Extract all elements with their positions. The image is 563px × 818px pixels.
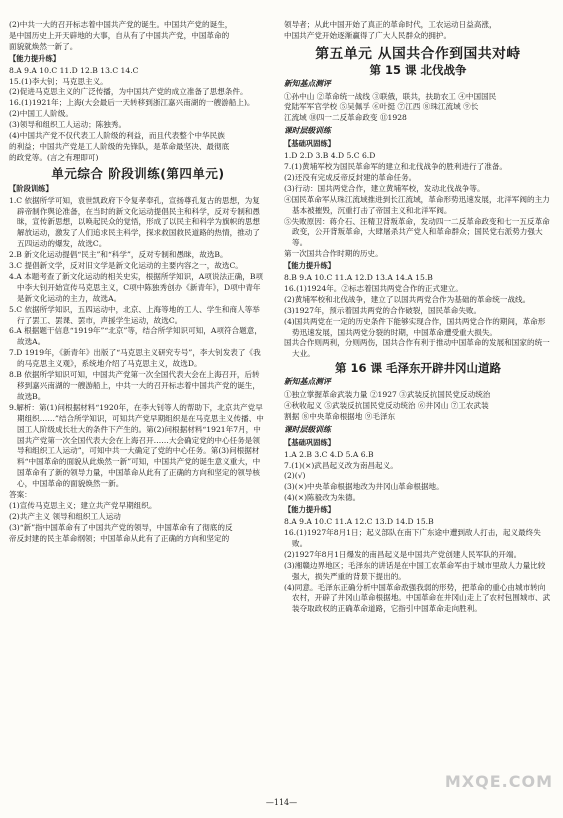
answer-line: (2)(√): [284, 471, 306, 481]
fill-line: 党陆军军官学校 ⑤吴佩孚 ⑥叶挺 ⑦江西 ⑧珠江流域 ⑨长: [284, 102, 479, 112]
answer-line: (4)国共两党在一定的历史条件下能够实现合作，国共两党合作的期间，革命形势迅速发展，国共两党分裂的时期，中国革命遭受重大损失。: [284, 316, 546, 337]
subsection-heading: 课时层级训练: [284, 126, 331, 136]
section-tag: 【能力提升练】: [9, 53, 61, 63]
watermark: MXQE.COM: [444, 772, 553, 791]
answer-line: (3)“新”指中国革命有了中国共产党的领导，中国革命有了彻底的反: [9, 522, 233, 532]
answer-line: 7.(1)黄埔军校为国民革命军的建立和北伐战争的胜利进行了准备。: [284, 161, 508, 171]
answer-line: 1.D 2.D 3.B 4.D 5.C 6.D: [284, 151, 376, 161]
answer-line: 帝反封建的民主革命纲领；中国革命从此有了正确的方向和坚定的: [9, 533, 230, 543]
answer-item: 8.B 依据所学知识可知，中国共产党第一次全国代表大会在上海召开，后转移到嘉兴南湖的一艘游船上，中共一大的召开标志着中国共产党的诞生，故选B。: [9, 370, 260, 401]
answer-line: (3)湘赣边界地区；毛泽东的讲话是在中国工农革命军由于城市里敌人力量比较强大，损失严重的背景下提出的。: [284, 560, 546, 581]
answer-item: 2.B 新文化运动提倡“民主”和“科学”，反对专制和愚昧，故选B。: [9, 250, 228, 260]
answer-line: 8.A 9.A 10.C 11.D 12.B 13.C 14.C: [9, 65, 139, 75]
answer-line: 16.(1)1921年；上海(大会最后一天转移到浙江嘉兴南湖的一艘游船上)。: [9, 98, 255, 108]
answer-line: ⑤失败原因：蒋介石、汪精卫背叛革命，发动四一二反革命政变和七一五反革命政变，公开背叛革命，大肆屠杀共产党人和革命群众；国民党右派势力强大等。: [284, 216, 550, 248]
answer-item: 4.A 本题考查了新文化运动的相关史实，根据所学知识，A项说法正确，B项中李大钊开始宣传马克思主义，C项中陈独秀创办《新青年》，D项中青年是新文化运动的主力，故选A。: [9, 271, 264, 303]
section-tag: 【能力提升练】: [284, 261, 336, 271]
answer-line: (2)1927年8月1日爆发的南昌起义是中国共产党创建人民军队的开端。: [284, 549, 522, 559]
answer-line: (3)行动：国共两党合作，建立黄埔军校，发动北伐战争等。: [284, 183, 485, 193]
answer-item: 6.A 根据题干信息“1919年”“北京”等，结合所学知识可知，A项符合题意，故选A。: [9, 326, 262, 347]
text-line: 是中国历史上开天辟地的大事，自从有了中国共产党，中国革命的: [9, 30, 230, 40]
answer-line: (3)1927年，预示着国共两党的合作破裂，国民革命失败。: [284, 305, 482, 315]
answer-line: (2)中国工人阶级。: [9, 109, 73, 119]
section-tag: 【阶段训练】: [9, 183, 53, 193]
text-line: 领导者；从此中国开始了真正的革命时代，工农运动日益高涨，: [284, 20, 497, 29]
answer-line: ④国民革命军从珠江流域推进到长江流域，革命形势迅速发展，北洋军阀的主力基本被摧毁，沉重打击了帝国主义和北洋军阀。: [284, 194, 550, 215]
answer-label: 答案：: [9, 490, 32, 500]
answer-line: 的政党等。(言之有理即可): [9, 152, 99, 162]
answer-line: (2)黄埔军校和北伐战争，建立了以国共两党合作为基础的革命统一战线。: [284, 294, 531, 304]
answer-line: 国共合作则两利，分则两伤，国共合作有利于推动中国革命的发展和国家的统一大业。: [284, 338, 550, 359]
subsection-heading: 新知基点测评: [284, 377, 331, 387]
right-column: [284, 20, 552, 615]
unit-summary-title: 单元综合 阶段训练(第四单元): [51, 165, 225, 181]
answer-item: 7.D 1919年，《新青年》出版了“马克思主义研究专号”，李大钊发表了《我的马克思主义观》，系统地介绍了马克思主义，故选D。: [9, 348, 261, 369]
answer-line: (2)还没有完成反帝反封建的革命任务。: [284, 172, 417, 182]
answer-line: 7.(1)(×)武昌起义改为南昌起义。: [284, 460, 398, 470]
answer-item: 1.C 依据所学可知，袁世凯政府下令复孝奉孔，宣扬尊孔复古的思想，为复辟帝制作舆论准备，在当时的新文化运动提倡民主和科学，反对专制和愚昧，宣传新思想，以唤起民众的觉悟，形成了以民主和科学为旗帜的思想解放运动，激发了人们追求民主科学，探求救国救民道路的热情，推动了五四运动的爆发，故选C。: [9, 195, 260, 249]
answer-line: 16.(1)1927年8月1日；起义部队在南下广东途中遭到敌人打击，起义最终失败。: [284, 527, 541, 548]
section-tag: 【能力提升练】: [284, 505, 336, 515]
answer-line: 8.A 9.A 10.C 11.A 12.C 13.D 14.D 15.B: [284, 517, 434, 527]
answer-line: 的利益；中国共产党是工人阶级的先锋队，是革命最坚决、最彻底: [9, 141, 230, 151]
answer-line: (4)(×)陈毅改为朱德。: [284, 493, 361, 503]
section-tag: 【基础巩固练】: [284, 437, 336, 447]
section-tag: 【基础巩固练】: [284, 139, 336, 149]
text-line: 中国共产党开始逐渐赢得了广大人民群众的拥护。: [284, 30, 452, 40]
answer-line: 15.(1)李大钊；马克思主义。: [9, 76, 108, 86]
left-column: [9, 20, 267, 545]
answer-line: (3)(×)中央革命根据地改为井冈山革命根据地。: [284, 482, 444, 492]
answer-line: 第一次国共合作时期的历史。: [284, 249, 383, 259]
answer-line: (4)中国共产党不仅代表工人阶级的利益，而且代表整个中华民族: [9, 131, 225, 141]
fill-line: ④秋收起义 ⑤武装反抗国民党反动统治 ⑥井冈山 ⑦工农武装: [284, 401, 489, 410]
fill-line: ①独立掌握革命武装力量 ②1927 ③武装反抗国民党反动统治: [284, 390, 491, 400]
answer-line: (2)促进马克思主义的广泛传播，为中国共产党的成立准备了思想条件。: [9, 87, 248, 97]
fill-line: ①孙中山 ②革命统一战线 ③联俄，联共，扶助农工 ④中国国民: [284, 91, 497, 101]
subsection-heading: 课时层级训练: [284, 424, 331, 434]
subsection-heading: 新知基点测评: [284, 78, 331, 88]
fill-line: 江流域 ⑩四一二反革命政变 ⑪1928: [284, 113, 407, 123]
unit-title: 第五单元 从国共合作到国共对峙: [315, 45, 521, 62]
answer-line: (3)领导和组织工人运动；陈独秀。: [9, 120, 127, 130]
answer-line: 8.B 9.A 10.C 11.A 12.D 13.A 14.A 15.B: [284, 273, 433, 283]
lesson-title: 第 16 课 毛泽东开辟井冈山道路: [334, 361, 501, 376]
answer-item: 9.解析：第(1)问根据材料“1920年，在李大钊等人的帮助下，北京共产党早期组织……”结合所学知识，可知共产党早期组织是在马克思主义传播、中国工人阶级成长壮大的条件下产生的。第(2)问根据材料“1921年7月，中国共产党第一次全国代表大会在上海召开……大会确定党的中心任务是领导和组织工人运动”，可知中共一大确定了党的中心任务。第(3)问根据材料“中国革命的面貌从此焕然一新”可知，中国共产党的诞生意义重大，中国革命有了新的领导力量，中国革命从此有了正确的方向和坚定的领导核心，中国革命的面貌焕然一新。: [9, 402, 264, 489]
answer-line: 16.(1)1924年。②标志着国共两党合作的正式建立。: [284, 283, 463, 293]
lesson-title: 第 15 课 北伐战争: [369, 62, 467, 77]
answer-item: 3.C 提倡新文学，反对旧文学是新文化运动的主要内容之一，故选C。: [9, 261, 243, 271]
answer-line: 1.A 2.B 3.C 4.D 5.A 6.B: [284, 449, 374, 459]
answer-line: (2)共产主义 领导和组织工人运动: [9, 511, 121, 521]
text-line: (2)中共一大的召开标志着中国共产党的诞生。中国共产党的诞生，: [9, 20, 233, 29]
answer-item: 5.C 依据所学知识，五四运动中，北京、上海等地的工人、学生和商人等举行了罢工、罢课、罢市，声援学生运动，故选C。: [9, 304, 260, 325]
answer-line: (1)宣传马克思主义；建立共产党早期组织。: [9, 500, 157, 510]
text-line: 面貌就焕然一新了。: [9, 41, 78, 51]
fill-line: 割据 ⑧中央革命根据地 ⑨毛泽东: [284, 411, 396, 421]
answer-line: (4)同意。毛泽东正确分析中国革命敌强我弱的形势，把革命的重心由城市转向农村，开辟了井冈山革命根据地。中国革命在井冈山走上了农村包围城市、武装夺取政权的正确革命道路，它指引中国革命走向胜利。: [284, 582, 551, 614]
page-number: —114—: [265, 798, 298, 807]
